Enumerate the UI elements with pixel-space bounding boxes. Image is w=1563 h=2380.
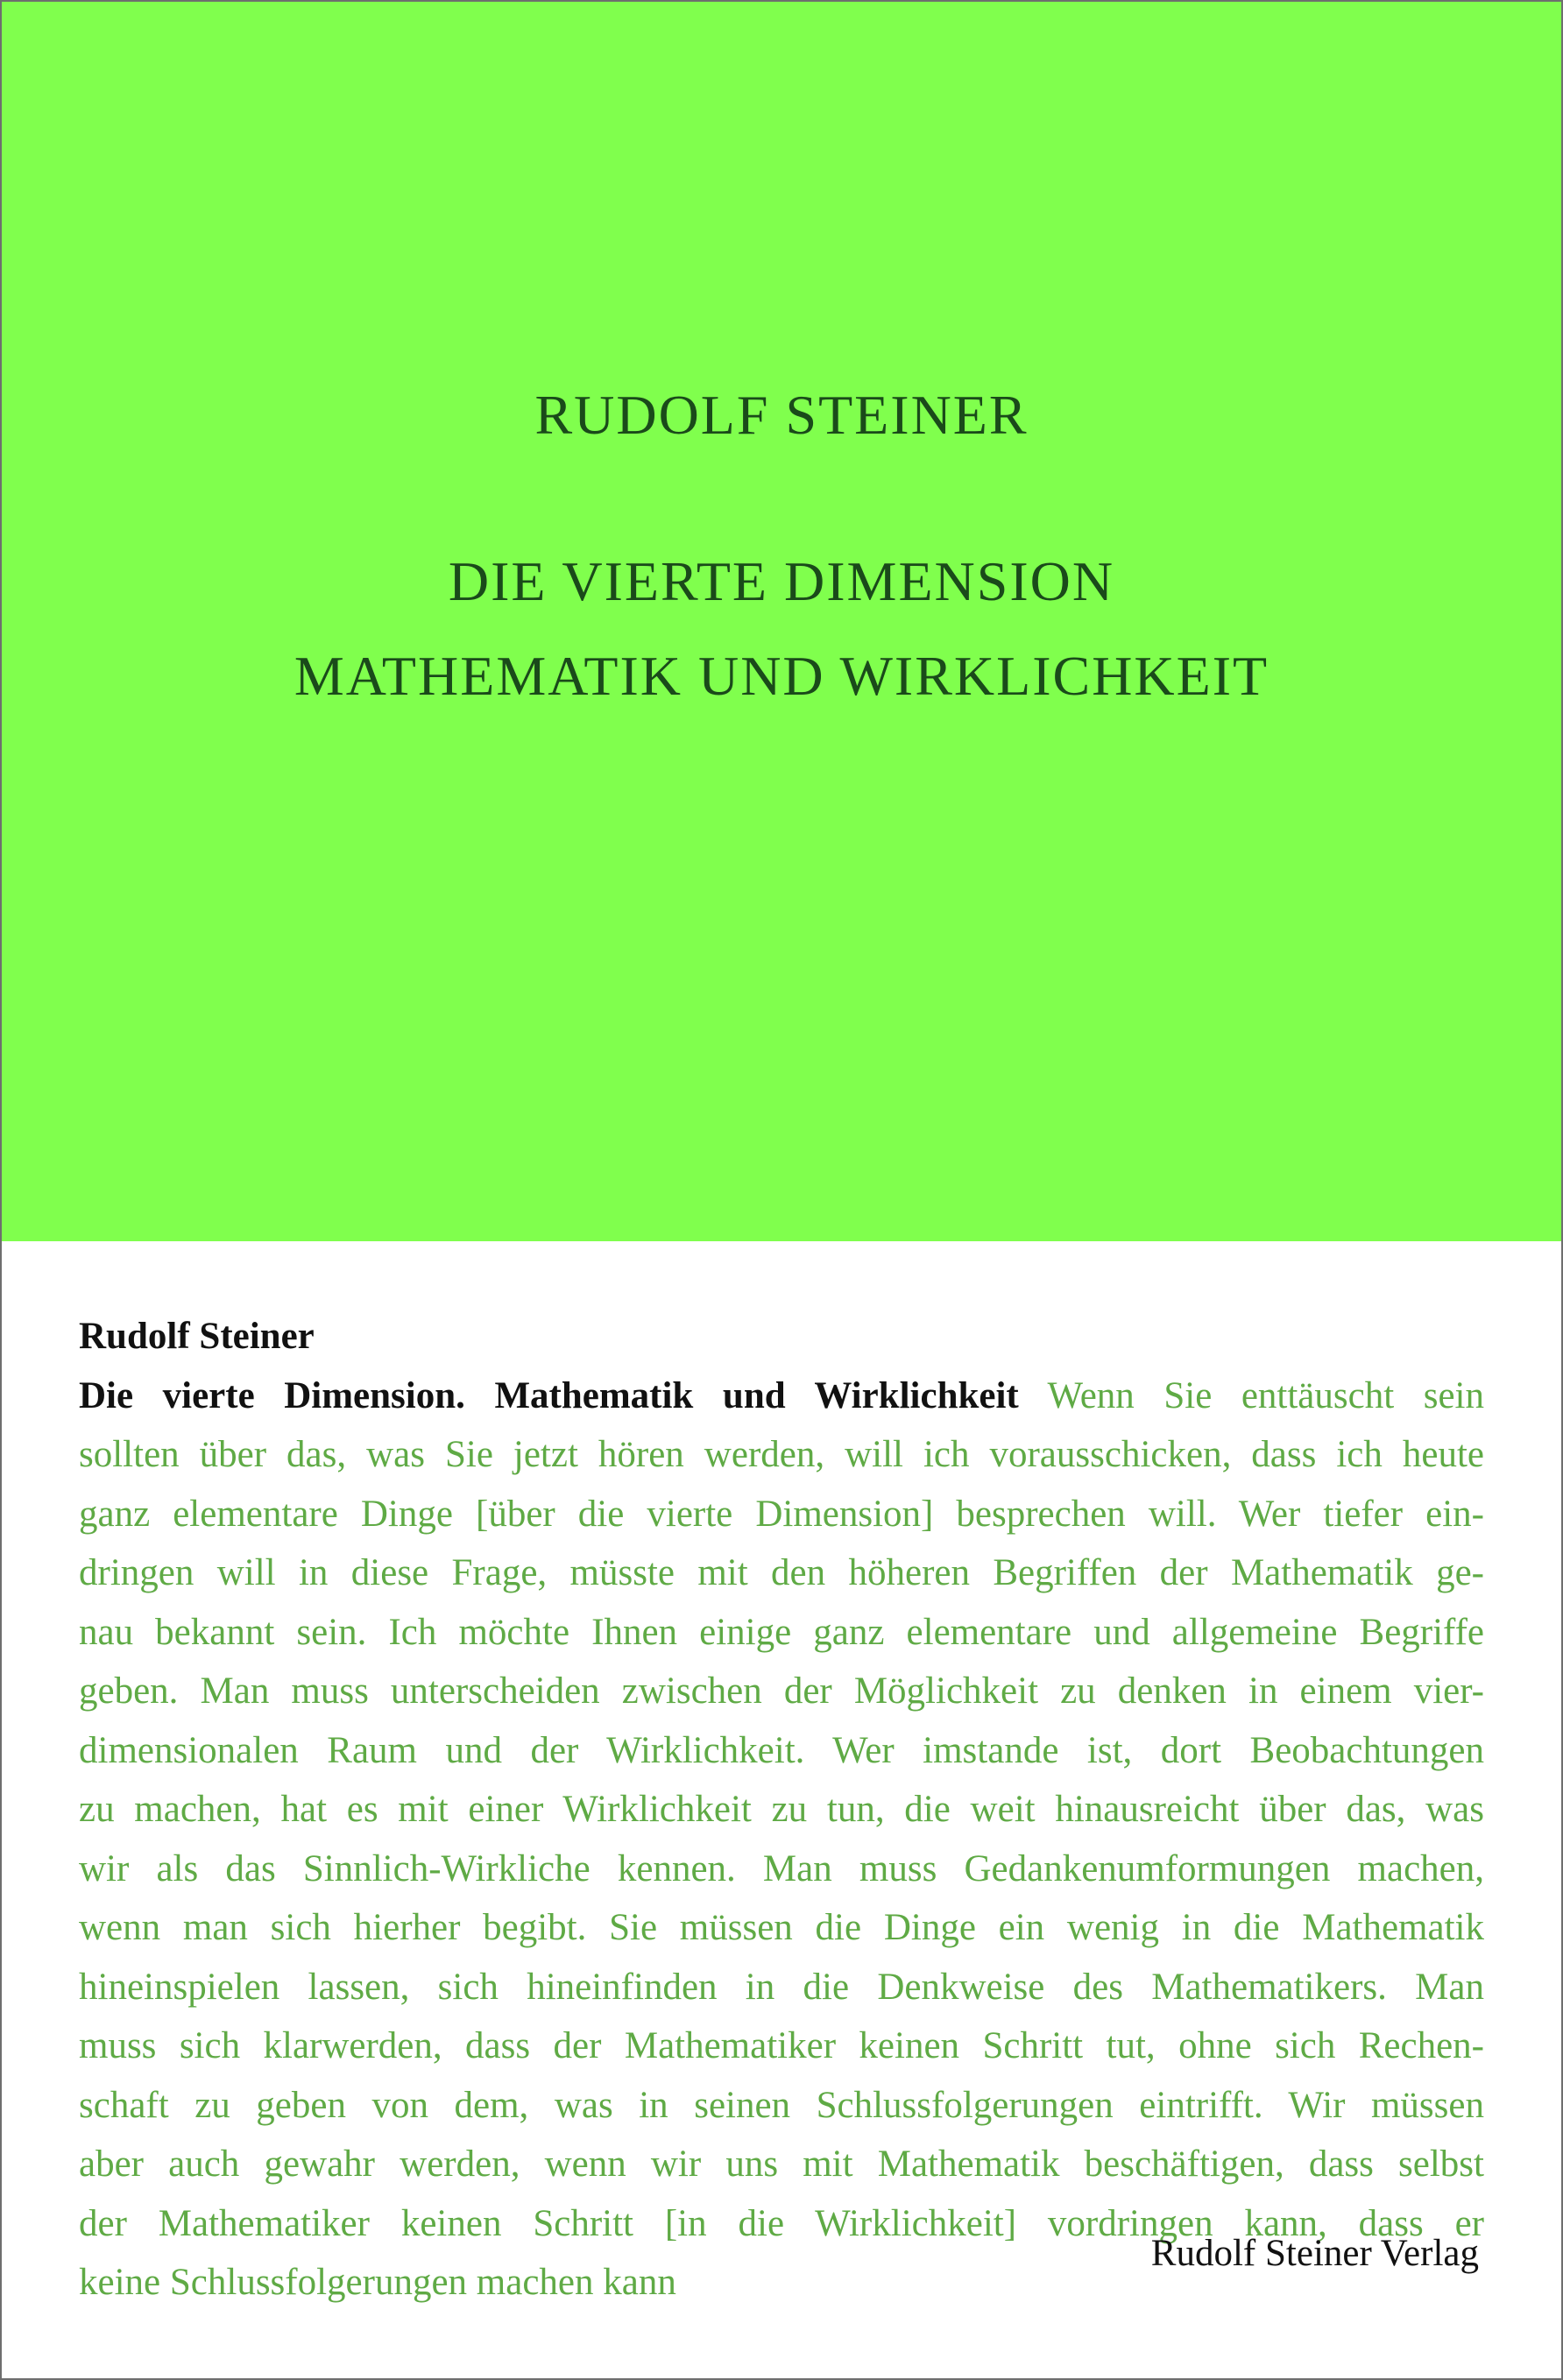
publisher-name: Rudolf Steiner Verlag bbox=[1150, 2233, 1479, 2274]
blurb-author: Rudolf Steiner bbox=[79, 1316, 315, 1357]
blurb-text: Wenn Sie enttäuscht sein bbox=[1047, 1374, 1484, 1416]
blurb-line: keine Schlussfolgerungen machen kann bbox=[79, 2262, 676, 2303]
blurb-line: ganz elementare Dinge [über die vierte Dimension] besprechen will. Wer tiefer ein- bbox=[79, 1493, 1484, 1535]
blurb-line: geben. Man muss unterscheiden zwischen der Möglichkeit zu denken in einem vier- bbox=[79, 1670, 1484, 1712]
blurb-line: zu machen, hat es mit einer Wirklichkeit zu tun, die weit hinausreicht über das, was bbox=[79, 1789, 1484, 1830]
back-blurb bbox=[79, 1307, 1484, 2313]
cover-author: RUDOLF STEINER bbox=[534, 384, 1029, 446]
blurb-line: wir als das Sinnlich-Wirkliche kennen. Man muss Gedankenumformungen machen, bbox=[79, 1847, 1484, 1889]
blurb-line: sollten über das, was Sie jetzt hören werden, will ich vorausschicken, dass ich heute bbox=[79, 1434, 1484, 1475]
blurb-line: hineinspielen lassen, sich hineinfinden in die Denkweise des Mathematikers. Man bbox=[79, 1966, 1484, 2008]
blurb-line: nau bekannt sein. Ich möchte Ihnen einige ganz elementare und allgemeine Begriffe bbox=[79, 1611, 1484, 1653]
blurb-title: Die vierte Dimension. Mathematik und Wirklichkeit bbox=[79, 1374, 1019, 1416]
blurb-line: wenn man sich hierher begibt. Sie müssen die Dinge ein wenig in die Mathematik bbox=[79, 1907, 1484, 1948]
cover-title-line-2: MATHEMATIK UND WIRKLICHKEIT bbox=[294, 645, 1269, 707]
blurb-line: dimensionalen Raum und der Wirklichkeit. Wer imstande ist, dort Beobachtungen bbox=[79, 1729, 1484, 1771]
cover-green-panel bbox=[2, 2, 1561, 1241]
blurb-line: muss sich klarwerden, dass der Mathematiker keinen Schritt tut, ohne sich Rechen- bbox=[79, 2025, 1484, 2066]
blurb-line bbox=[79, 1367, 1484, 1426]
cover-title-line-1: DIE VIERTE DIMENSION bbox=[448, 550, 1115, 612]
blurb-line: dringen will in diese Frage, müsste mit den höheren Begriffen der Mathematik ge- bbox=[79, 1552, 1484, 1593]
blurb-line: schaft zu geben von dem, was in seinen Schlussfolgerungen eintrifft. Wir müssen bbox=[79, 2084, 1484, 2126]
blurb-line: aber auch gewahr werden, wenn wir uns mit Mathematik beschäftigen, dass selbst bbox=[79, 2143, 1484, 2185]
blurb-line: der Mathematiker keinen Schritt [in die Wirklichkeit] vordringen kann, dass er bbox=[79, 2202, 1484, 2244]
